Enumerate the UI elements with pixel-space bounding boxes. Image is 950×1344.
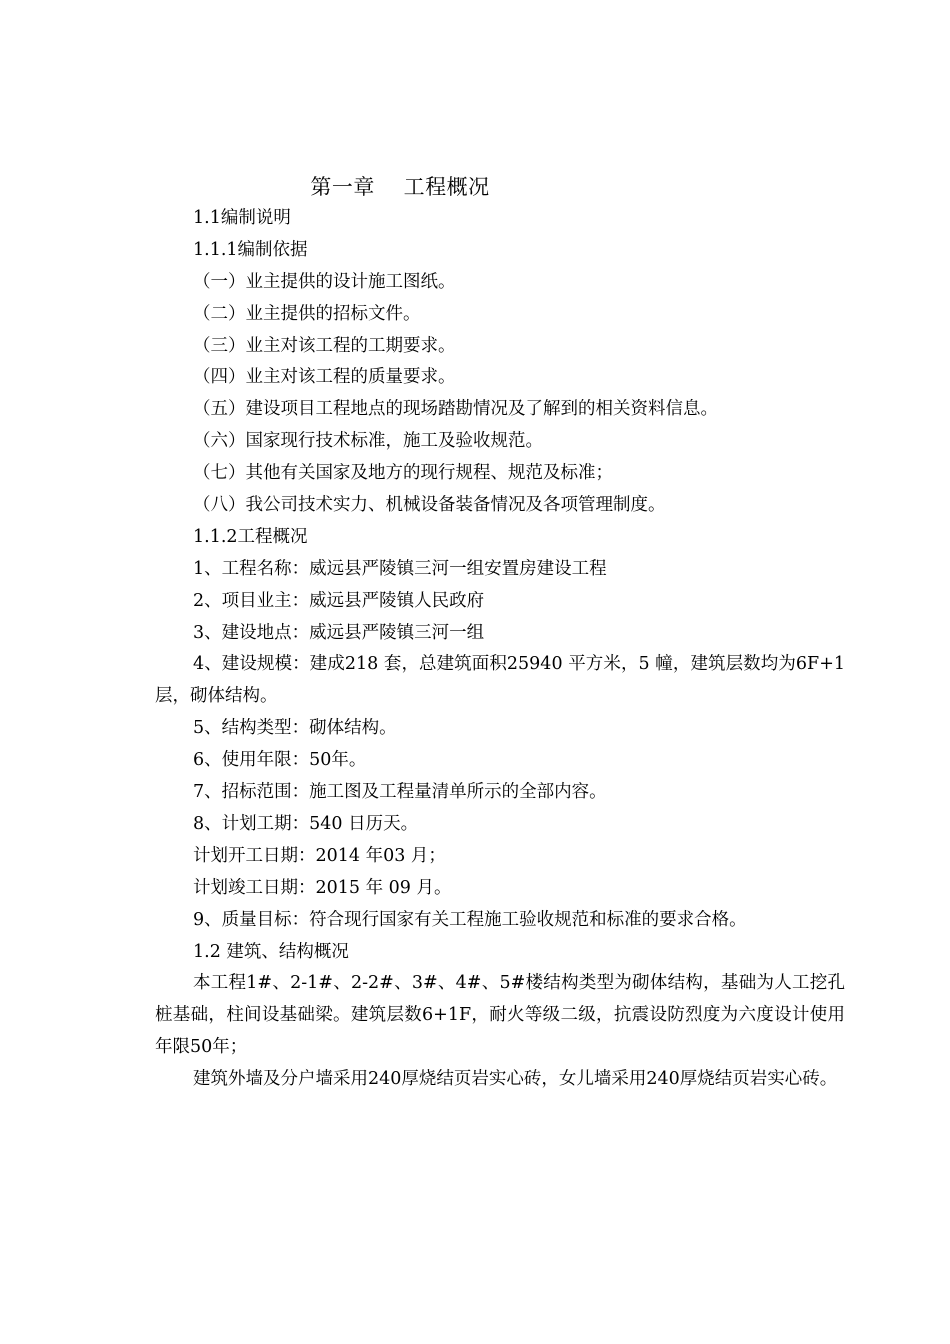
basis-item-1: （一）业主提供的设计施工图纸。 [193,271,456,292]
basis-item-6: （六）国家现行技术标准，施工及验收规范。 [193,431,543,452]
basis-item-5: （五）建设项目工程地点的现场踏勘情况及了解到的相关资料信息。 [193,399,718,420]
section-heading-1-2: 1.2 建筑、结构概况 [193,941,349,962]
section-heading-1-1: 1.1编制说明 [193,208,291,228]
planned-start-date: 计划开工日期：2014 年03 月； [193,845,446,866]
basis-item-8: （八）我公司技术实力、机械设备装备情况及各项管理制度。 [193,495,666,516]
overview-item-location: 3、建设地点：威远县严陵镇三河一组 [193,622,485,643]
basis-item-3: （三）业主对该工程的工期要求。 [193,335,456,356]
overview-item-scale: 4、建设规模：建成218 套，总建筑面积25940 平方米，5 幢，建筑层数均为6F+1 层，砌体结构。 [155,654,845,707]
basis-item-7: （七）其他有关国家及地方的现行规程、规范及标准； [193,463,613,484]
document-body [155,203,845,1096]
section-heading-1-1-2: 1.1.2工程概况 [193,526,308,547]
overview-item-bid-scope: 7、招标范围：施工图及工程量清单所示的全部内容。 [193,782,607,803]
basis-item-2: （二）业主提供的招标文件。 [193,303,421,324]
overview-item-owner: 2、项目业主：威远县严陵镇人民政府 [193,590,485,611]
overview-item-service-life: 6、使用年限：50年。 [193,750,367,771]
paragraph-wall-materials: 建筑外墙及分户墙采用240厚烧结页岩实心砖，女儿墙采用240厚烧结页岩实心砖。 [193,1069,838,1090]
planned-completion-date: 计划竣工日期：2015 年 09 月。 [193,877,452,898]
section-heading-1-1-1: 1.1.1编制依据 [193,239,308,260]
chapter-title: 第一章 工程概况 [310,175,490,199]
basis-item-4: （四）业主对该工程的质量要求。 [193,367,456,388]
overview-item-duration: 8、计划工期：540 日历天。 [193,813,419,834]
paragraph-structure-overview: 本工程1#、2-1#、2-2#、3#、4#、5#楼结构类型为砌体结构，基础为人工挖孔桩基础，柱间设基础梁。建筑层数6+1F，耐火等级二级，抗震设防烈度为六度设计使用年限50年； [155,973,845,1058]
overview-item-project-name: 1、工程名称：威远县严陵镇三河一组安置房建设工程 [193,558,607,579]
overview-item-quality-goal: 9、质量目标：符合现行国家有关工程施工验收规范和标准的要求合格。 [193,909,747,930]
overview-item-structure-type: 5、结构类型：砌体结构。 [193,718,397,739]
